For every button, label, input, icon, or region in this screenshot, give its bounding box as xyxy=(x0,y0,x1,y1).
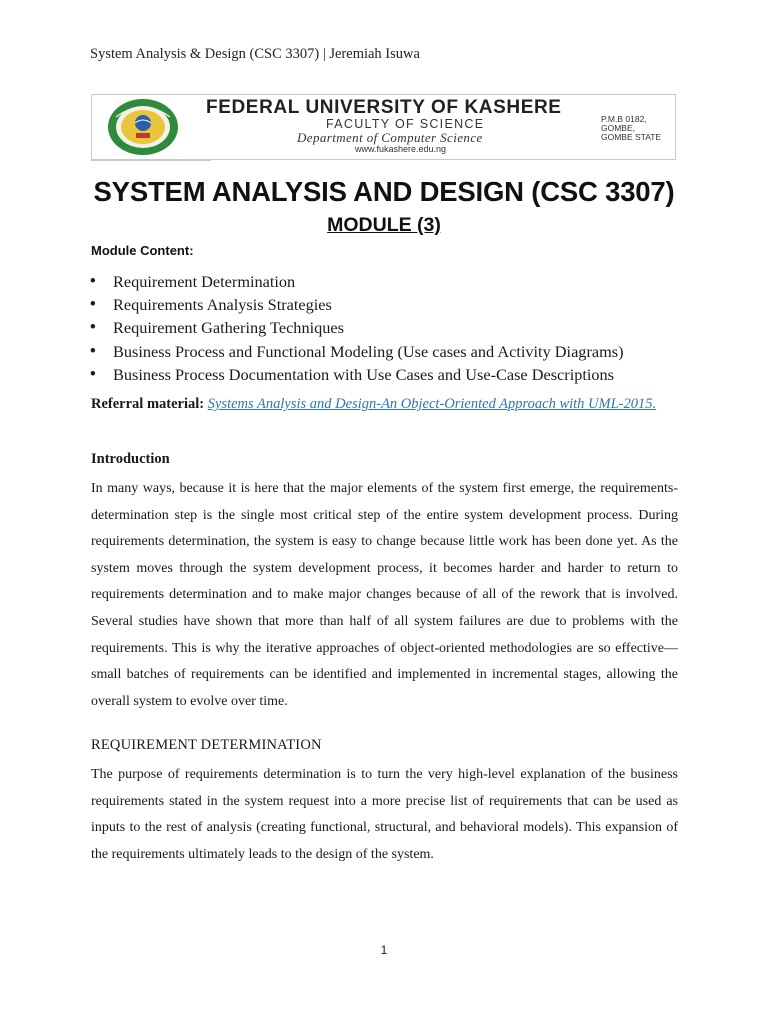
list-item: • Business Process Documentation with Use Cases and Use-Case Descriptions xyxy=(88,363,624,386)
list-item: • Requirements Analysis Strategies xyxy=(88,293,624,316)
module-content-label: Module Content: xyxy=(91,243,194,258)
introduction-paragraph: In many ways, because it is here that the major elements of the system first emerge, the requirements-determination step is the single most critical step of the entire system development process. During requirements determination, the system is easy to change because little work has been done yet. As the system moves through the system development process, it becomes harder and harder to return to requirements determination and to make major changes because of all of the rework that is involved. Several studies have shown that more than half of all system failures are due to problems with the requirements. This is why the iterative approaches of object-oriented methodologies are so effective—small batches of requirements can be identified and implemented in incremental stages, allowing the overall system to evolve over time. xyxy=(91,481,678,709)
referral-link[interactable]: Systems Analysis and Design-An Object-Oriented Approach with UML-2015. xyxy=(207,396,657,412)
banner-divider xyxy=(91,160,211,161)
module-heading: MODULE (3) xyxy=(327,214,441,236)
page-number: 1 xyxy=(380,943,388,957)
requirement-determination-heading: REQUIREMENT DETERMINATION xyxy=(91,737,322,753)
university-website: www.fukashere.edu.ng xyxy=(355,144,447,154)
university-name: FEDERAL UNIVERSITY OF KASHERE xyxy=(206,97,562,118)
list-item: • Requirement Determination xyxy=(88,270,624,293)
university-banner xyxy=(91,94,676,160)
faculty-name: FACULTY OF SCIENCE xyxy=(326,117,485,131)
list-item: • Requirement Gathering Techniques xyxy=(88,316,624,339)
referral-label: Referral material: xyxy=(91,396,205,412)
introduction-heading: Introduction xyxy=(91,451,170,467)
requirement-determination-paragraph: The purpose of requirements determination is to turn the very high-level explanation of the business requirements stated in the system request into a more precise list of requirements that can be used as inputs to the rest of analysis (creating functional, structural, and behavioral models). This expansion of the requirements ultimately leads to the design of the system. xyxy=(91,767,678,862)
list-item: • Business Process and Functional Modeling (Use cases and Activity Diagrams) xyxy=(88,340,624,363)
referral-material xyxy=(91,396,656,413)
module-content-list xyxy=(88,270,624,386)
university-address: P.M.B 0182, GOMBE, GOMBE STATE xyxy=(601,114,662,142)
running-header: System Analysis & Design (CSC 3307) | Jeremiah Isuwa xyxy=(90,46,420,62)
university-crest-icon xyxy=(106,97,180,157)
department-name: Department of Computer Science xyxy=(297,130,483,145)
document-title: SYSTEM ANALYSIS AND DESIGN (CSC 3307) xyxy=(93,176,675,207)
